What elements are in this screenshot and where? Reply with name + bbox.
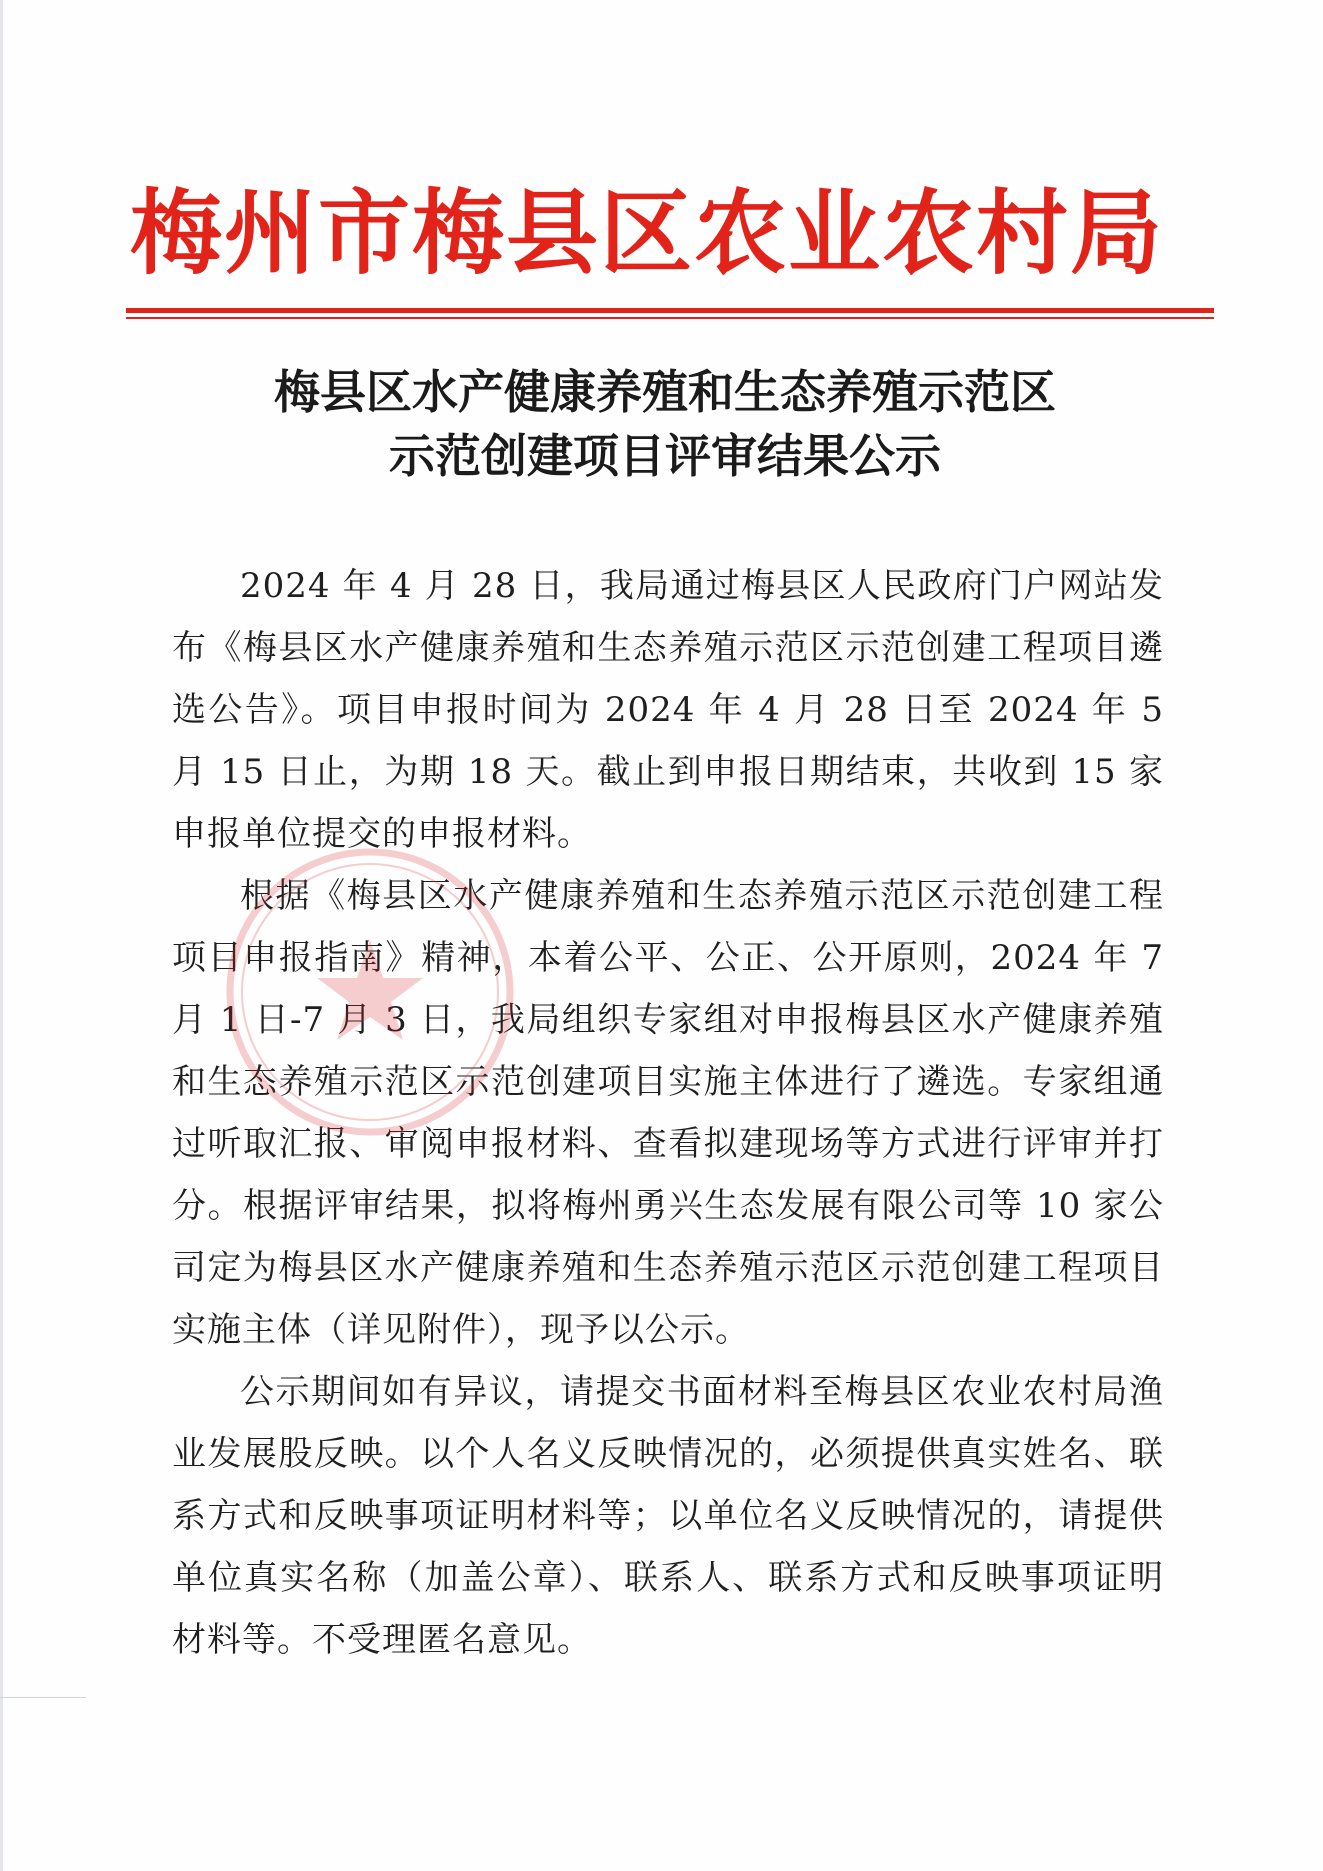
body-paragraph: 根据《梅县区水产健康养殖和生态养殖示范区示范创建工程项目申报指南》精神，本着公平、公正、公开原则，2024 年 7 月 1 日-7 月 3 日，我局组织专家组对申报梅县区水产健康养殖和生态养殖示范区示范创建项目实施主体进行了遴选。专家组通过听取汇报、审阅申报材料、查看拟建现场等方式进行评审并打分。根据评审结果，拟将梅州勇兴生态发展有限公司等 10 家公司定为梅县区水产健康养殖和生态养殖示范区示范创建工程项目实施主体（详见附件），现予以公示。 xyxy=(172,876,1164,1350)
document-body xyxy=(172,555,1164,1671)
body-paragraph: 公示期间如有异议，请提交书面材料至梅县区农业农村局渔业发展股反映。以个人名义反映情况的，必须提供真实姓名、联系方式和反映事项证明材料等；以单位名义反映情况的，请提供单位真实名称（加盖公章）、联系人、联系方式和反映事项证明材料等。不受理匿名意见。 xyxy=(172,1372,1164,1660)
body-paragraph: 2024 年 4 月 28 日，我局通过梅县区人民政府门户网站发布《梅县区水产健康养殖和生态养殖示范区示范创建工程项目遴选公告》。项目申报时间为 2024 年 4 月 28 日至 2024 年 5 月 15 日止，为期 18 天。截止到申报日期结束，共收到 15 家申报单位提交的申报材料。 xyxy=(172,566,1164,854)
letterhead-issuer: 梅州市梅县区农业农村局 xyxy=(130,179,1165,287)
document-title xyxy=(150,360,1180,488)
letterhead-rule-thin xyxy=(126,317,1214,319)
margin-mark xyxy=(0,1697,86,1698)
document-title-line-1: 梅县区水产健康养殖和生态养殖示范区 xyxy=(274,365,1056,419)
scan-edge xyxy=(0,0,3,1871)
letterhead-rule-thick xyxy=(126,308,1214,313)
document-title-line-2: 示范创建项目评审结果公示 xyxy=(389,429,941,483)
